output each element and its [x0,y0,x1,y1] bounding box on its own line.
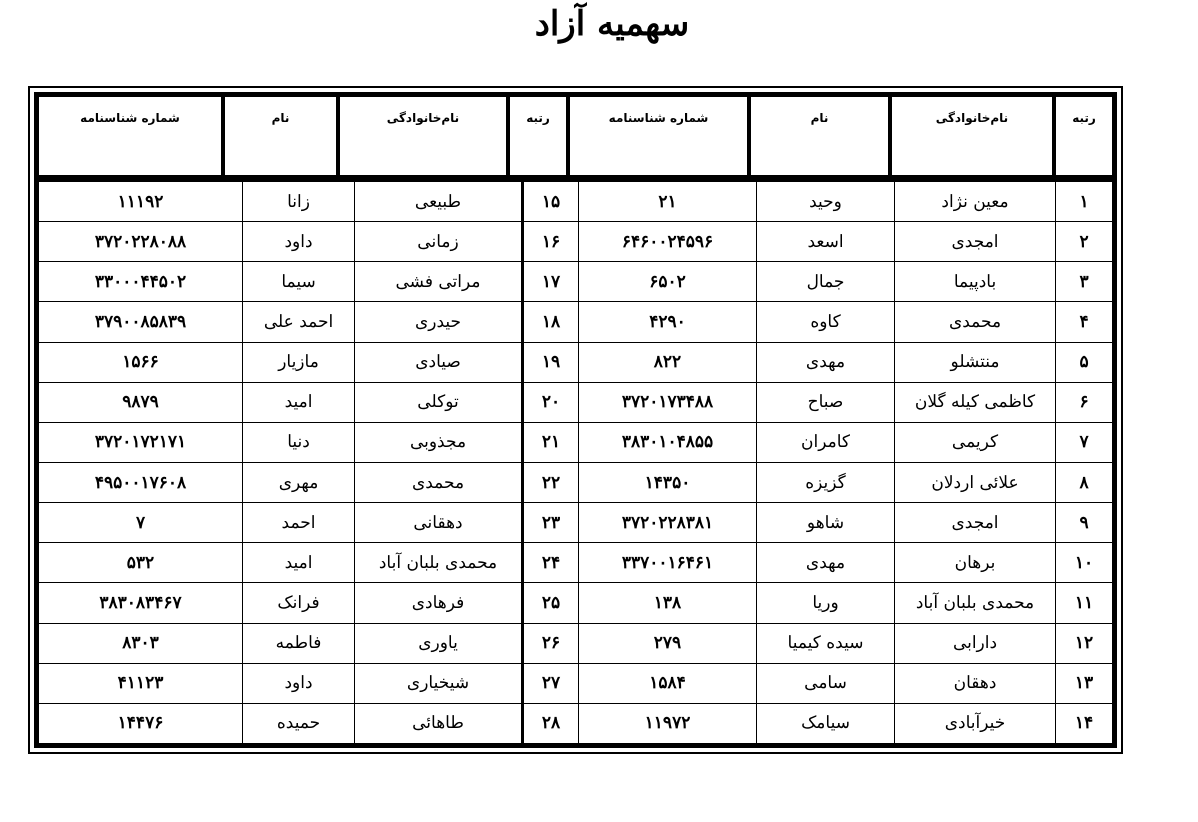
rank-cell: ۱۶ [522,222,578,261]
rank-cell: ۱۱ [1056,583,1112,622]
first-name-cell: مازیار [243,343,354,382]
rank-cell: ۸ [1056,463,1112,502]
id-number-cell: ۷ [39,503,242,542]
rank-cell: ۲۲ [522,463,578,502]
last-name-cell: بادپیما [895,262,1055,301]
first-name-cell: کاوه [757,302,894,341]
last-name-cell: دهقانی [355,503,521,542]
rank-cell: ۱۴ [1056,704,1112,743]
last-name-cell: امجدی [895,222,1055,261]
quota-table [39,181,1112,743]
last-name-cell: محمدی [895,302,1055,341]
first-name-cell: مهدی [757,543,894,582]
id-number-cell: ۶۴۶۰۰۲۴۵۹۶ [579,222,756,261]
rank-cell: ۱۷ [522,262,578,301]
last-name-cell: فرهادی [355,583,521,622]
first-name-cell: جمال [757,262,894,301]
first-name-cell: صباح [757,383,894,422]
id-number-cell: ۳۳۷۰۰۱۶۴۶۱ [579,543,756,582]
id-number-cell: ۸۳۰۳ [39,624,242,663]
id-number-cell: ۴۲۹۰ [579,302,756,341]
id-number-cell: ۱۳۸ [579,583,756,622]
last-name-cell: محمدی [355,463,521,502]
id-number-cell: ۵۳۲ [39,543,242,582]
rank-cell: ۱۳ [1056,664,1112,703]
last-name-cell: کاظمی کیله گلان [895,383,1055,422]
rank-cell: ۱ [1056,182,1112,221]
last-name-cell: حیدری [355,302,521,341]
id-number-cell: ۳۷۹۰۰۸۵۸۳۹ [39,302,242,341]
id-number-cell: ۴۹۵۰۰۱۷۶۰۸ [39,463,242,502]
first-name-cell: داود [243,222,354,261]
first-name-cell: احمد [243,503,354,542]
id-number-cell: ۳۷۲۰۲۲۸۳۸۱ [579,503,756,542]
first-name-cell: کامران [757,423,894,462]
id-number-cell: ۴۱۱۲۳ [39,664,242,703]
first-name-cell: امید [243,543,354,582]
id-number-cell: ۱۵۶۶ [39,343,242,382]
header-id-number-2: شماره شناسنامه [39,97,221,175]
rank-cell: ۱۵ [522,182,578,221]
rank-cell: ۱۲ [1056,624,1112,663]
last-name-cell: محمدی بلبان آباد [895,583,1055,622]
rank-cell: ۱۹ [522,343,578,382]
first-name-cell: سیده کیمیا [757,624,894,663]
last-name-cell: طبیعی [355,182,521,221]
header-last-name: نام‌خانوادگی [892,97,1052,175]
id-number-cell: ۹۸۷۹ [39,383,242,422]
last-name-cell: امجدی [895,503,1055,542]
rank-cell: ۲۰ [522,383,578,422]
page-title: سهمیه آزاد [534,4,690,44]
rank-cell: ۱۸ [522,302,578,341]
rank-cell: ۵ [1056,343,1112,382]
last-name-cell: منتشلو [895,343,1055,382]
first-name-cell: سیما [243,262,354,301]
first-name-cell: امید [243,383,354,422]
last-name-cell: دهقان [895,664,1055,703]
id-number-cell: ۲۱ [579,182,756,221]
rank-cell: ۱۰ [1056,543,1112,582]
id-number-cell: ۳۷۲۰۲۲۸۰۸۸ [39,222,242,261]
id-number-cell: ۲۷۹ [579,624,756,663]
rank-cell: ۲۸ [522,704,578,743]
last-name-cell: مراتی فشی [355,262,521,301]
first-name-cell: فاطمه [243,624,354,663]
rank-cell: ۷ [1056,423,1112,462]
first-name-cell: حمیده [243,704,354,743]
last-name-cell: خیرآبادی [895,704,1055,743]
table-header-row [39,97,1112,175]
id-number-cell: ۶۵۰۲ [579,262,756,301]
first-name-cell: سیامک [757,704,894,743]
first-name-cell: فرانک [243,583,354,622]
rank-cell: ۲۱ [522,423,578,462]
id-number-cell: ۸۲۲ [579,343,756,382]
rank-cell: ۶ [1056,383,1112,422]
rank-cell: ۴ [1056,302,1112,341]
last-name-cell: دارابی [895,624,1055,663]
last-name-cell: علائی اردلان [895,463,1055,502]
rank-cell: ۲۵ [522,583,578,622]
first-name-cell: سامی [757,664,894,703]
first-name-cell: زانا [243,182,354,221]
id-number-cell: ۱۱۱۹۲ [39,182,242,221]
last-name-cell: صیادی [355,343,521,382]
id-number-cell: ۳۸۳۰۸۳۴۶۷ [39,583,242,622]
header-id-number: شماره شناسنامه [570,97,747,175]
id-number-cell: ۱۴۳۵۰ [579,463,756,502]
header-first-name-2: نام [225,97,336,175]
last-name-cell: معین نژاد [895,182,1055,221]
last-name-cell: مجذوبی [355,423,521,462]
rank-cell: ۲۴ [522,543,578,582]
rank-cell: ۲۳ [522,503,578,542]
last-name-cell: کریمی [895,423,1055,462]
last-name-cell: شیخیاری [355,664,521,703]
id-number-cell: ۳۸۳۰۱۰۴۸۵۵ [579,423,756,462]
first-name-cell: مهری [243,463,354,502]
header-rank: رتبه [1056,97,1112,175]
rank-cell: ۲۶ [522,624,578,663]
rank-cell: ۲۷ [522,664,578,703]
first-name-cell: گزیزه [757,463,894,502]
last-name-cell: طاهائی [355,704,521,743]
id-number-cell: ۳۷۲۰۱۷۳۴۸۸ [579,383,756,422]
first-name-cell: داود [243,664,354,703]
rank-cell: ۹ [1056,503,1112,542]
last-name-cell: برهان [895,543,1055,582]
first-name-cell: شاهو [757,503,894,542]
rank-cell: ۲ [1056,222,1112,261]
last-name-cell: زمانی [355,222,521,261]
first-name-cell: مهدی [757,343,894,382]
id-number-cell: ۳۳۰۰۰۴۴۵۰۲ [39,262,242,301]
first-name-cell: احمد علی [243,302,354,341]
first-name-cell: اسعد [757,222,894,261]
last-name-cell: توکلی [355,383,521,422]
header-last-name-2: نام‌خانوادگی [340,97,506,175]
first-name-cell: وحید [757,182,894,221]
rank-cell: ۳ [1056,262,1112,301]
table-inner-frame [34,92,1117,748]
table-frame [28,86,1123,754]
header-first-name: نام [751,97,888,175]
last-name-cell: یاوری [355,624,521,663]
last-name-cell: محمدی بلبان آباد [355,543,521,582]
id-number-cell: ۱۴۴۷۶ [39,704,242,743]
id-number-cell: ۱۵۸۴ [579,664,756,703]
id-number-cell: ۳۷۲۰۱۷۲۱۷۱ [39,423,242,462]
header-rank-2: رتبه [510,97,566,175]
first-name-cell: وریا [757,583,894,622]
first-name-cell: دنیا [243,423,354,462]
id-number-cell: ۱۱۹۷۲ [579,704,756,743]
